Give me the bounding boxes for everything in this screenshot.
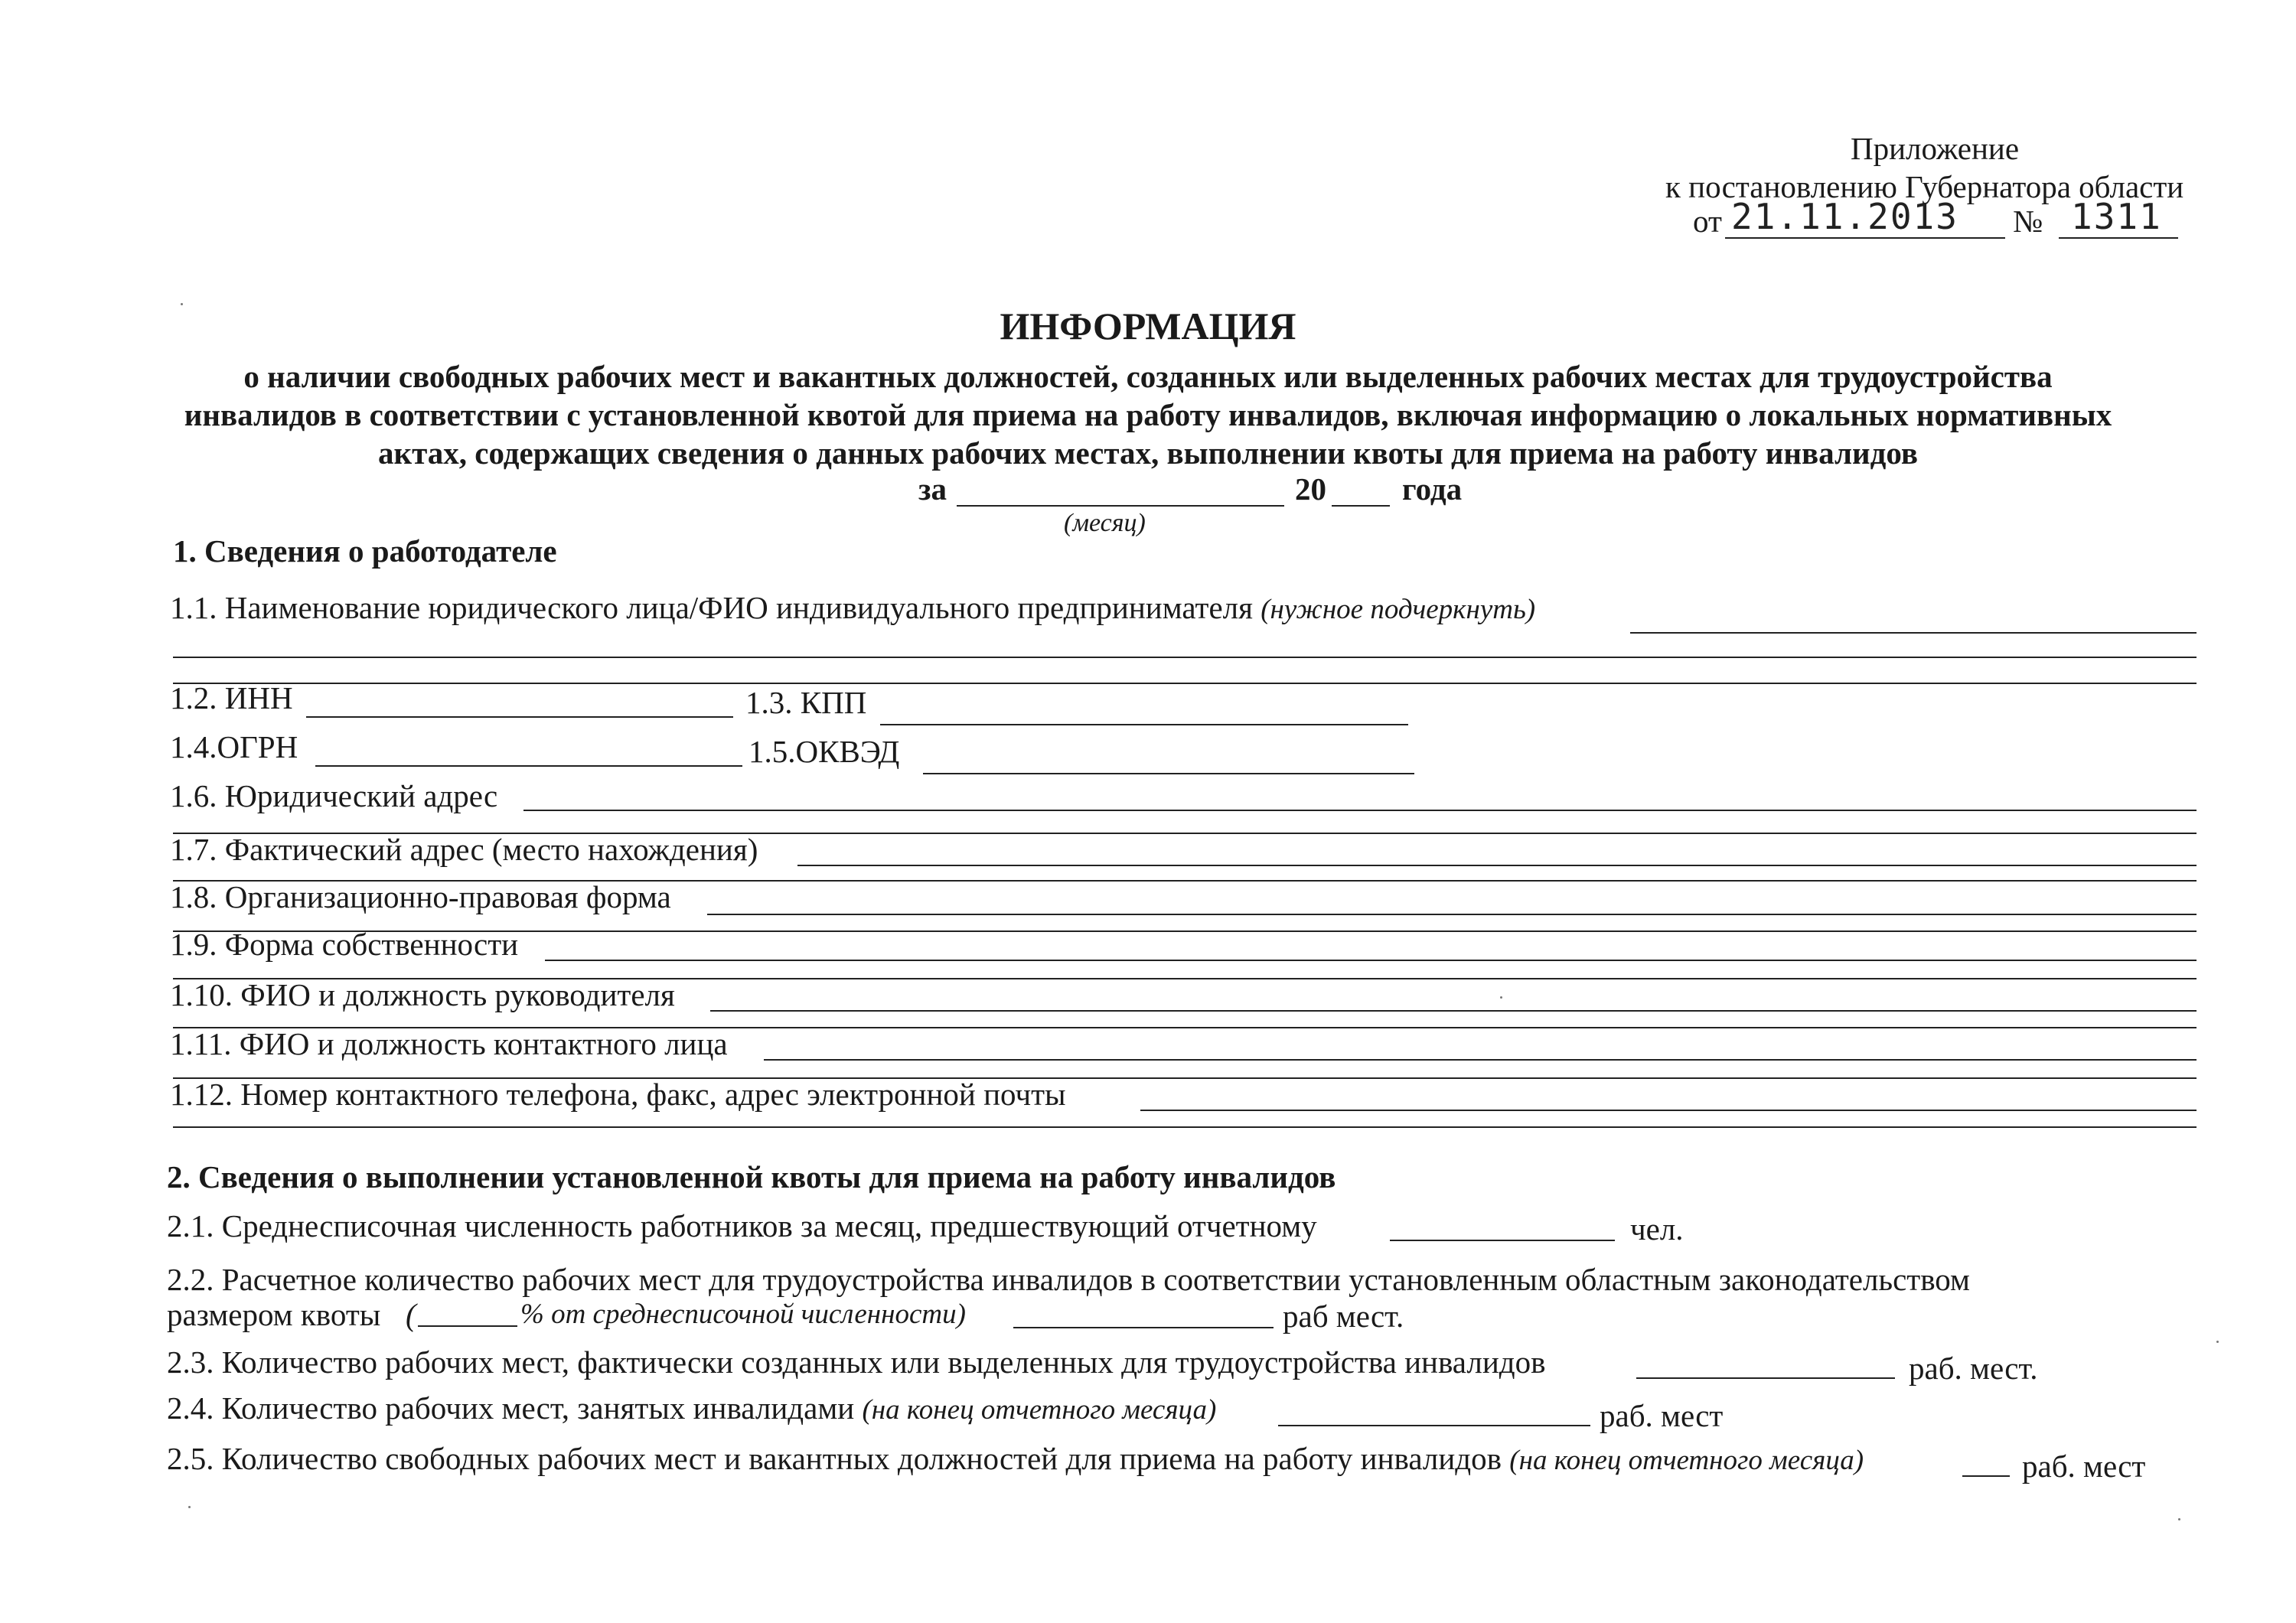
item-2-2-unit: раб мест. xyxy=(1283,1299,1404,1334)
title-line-3: актах, содержащих сведения о данных рабочих местах, выполнении квоты для приема на работу инвалидов xyxy=(377,435,1919,471)
item-1-4-label: 1.4.ОГРН xyxy=(170,729,298,764)
item-2-2-open-paren: ( xyxy=(406,1297,416,1332)
item-1-10-label: 1.10. ФИО и должность руководителя xyxy=(170,977,675,1012)
item-1-4-field[interactable] xyxy=(315,765,742,767)
item-1-2-label: 1.2. ИНН xyxy=(170,680,293,715)
item-1-7-field[interactable] xyxy=(797,865,2197,866)
item-1-2-field[interactable] xyxy=(306,716,733,718)
period-year-line xyxy=(1332,505,1390,507)
item-2-4-text: 2.4. Количество рабочих мест, занятых инвалидами xyxy=(167,1390,855,1426)
item-2-2-line-1: 2.2. Расчетное количество рабочих мест для трудоустройства инвалидов в соответствии установленным областным законодательством xyxy=(167,1262,1970,1297)
decree-from-label: от xyxy=(1693,204,1722,239)
item-1-1-field-cont-2[interactable] xyxy=(173,683,2197,684)
item-1-9-label: 1.9. Форма собственности xyxy=(170,927,519,962)
item-2-4-label xyxy=(167,1390,1216,1429)
item-1-11-label: 1.11. ФИО и должность контактного лица xyxy=(170,1026,728,1061)
section-1-heading: 1. Сведения о работодателе xyxy=(173,533,557,569)
item-2-1-field[interactable] xyxy=(1390,1240,1615,1241)
item-1-1-field[interactable] xyxy=(1630,632,2197,634)
item-1-12-field[interactable] xyxy=(1140,1110,2197,1111)
item-1-12-field-cont[interactable] xyxy=(173,1126,2197,1128)
item-1-8-label: 1.8. Организационно-правовая форма xyxy=(170,879,671,914)
item-1-5-label: 1.5.ОКВЭД xyxy=(748,734,900,769)
item-1-9-field[interactable] xyxy=(545,960,2197,961)
item-2-2-prefix: размером квоты xyxy=(167,1297,381,1332)
scan-speck xyxy=(181,303,183,305)
item-2-1-label: 2.1. Среднесписочная численность работников за месяц, предшествующий отчетному xyxy=(167,1208,1317,1243)
title-line-2: инвалидов в соответствии с установленной квотой для приема на работу инвалидов, включая информацию о локальных нормативных xyxy=(184,397,2112,432)
decree-number: 1311 xyxy=(2071,196,2162,237)
item-2-3-field[interactable] xyxy=(1636,1377,1895,1379)
decree-label: к постановлению Губернатора области xyxy=(1665,169,2184,204)
item-1-3-label: 1.3. КПП xyxy=(745,685,867,720)
item-1-1-label xyxy=(170,589,1535,628)
decree-date: 21.11.2013 xyxy=(1731,196,1958,237)
scan-speck xyxy=(2178,1518,2180,1520)
item-2-1-unit: чел. xyxy=(1630,1211,1684,1247)
decree-number-sign: № xyxy=(2013,204,2043,239)
item-1-1-field-cont-1[interactable] xyxy=(173,657,2197,658)
item-2-2-field[interactable] xyxy=(1013,1327,1274,1328)
item-2-5-unit: раб. мест xyxy=(2022,1449,2146,1484)
decree-number-line xyxy=(2059,237,2178,239)
scan-speck xyxy=(188,1506,191,1508)
item-2-4-note: (на конец отчетного месяца) xyxy=(862,1394,1217,1426)
item-2-5-note: (на конец отчетного месяца) xyxy=(1509,1445,1864,1476)
item-1-3-field[interactable] xyxy=(880,724,1408,725)
scan-speck xyxy=(2216,1341,2219,1343)
period-month-line xyxy=(957,505,1284,507)
document-title: ИНФОРМАЦИЯ xyxy=(1000,305,1296,347)
item-1-5-field[interactable] xyxy=(923,773,1414,774)
item-2-4-unit: раб. мест xyxy=(1600,1398,1724,1433)
item-1-6-label: 1.6. Юридический адрес xyxy=(170,778,498,813)
item-1-1-text: 1.1. Наименование юридического лица/ФИО индивидуального предпринимателя xyxy=(170,590,1253,625)
appendix-label: Приложение xyxy=(1851,131,2020,166)
section-2-heading: 2. Сведения о выполнении установленной квоты для приема на работу инвалидов xyxy=(167,1159,1336,1194)
item-1-6-field[interactable] xyxy=(523,810,2197,811)
item-2-5-field[interactable] xyxy=(1962,1475,2010,1477)
item-2-3-label: 2.3. Количество рабочих мест, фактически созданных или выделенных для трудоустройства инвалидов xyxy=(167,1344,1546,1380)
item-2-2-note: % от среднесписочной численности) xyxy=(520,1299,966,1330)
period-year-prefix: 20 xyxy=(1295,471,1326,507)
item-1-11-field[interactable] xyxy=(764,1059,2197,1061)
decree-date-line xyxy=(1725,237,2005,239)
item-2-3-unit: раб. мест. xyxy=(1909,1351,2038,1386)
period-year-suffix: года xyxy=(1402,471,1463,507)
scan-speck xyxy=(1500,996,1502,999)
item-2-2-percent-field[interactable] xyxy=(418,1325,517,1327)
item-2-4-field[interactable] xyxy=(1278,1425,1590,1426)
item-1-10-field[interactable] xyxy=(710,1010,2197,1012)
title-line-1: о наличии свободных рабочих мест и вакантных должностей, созданных или выделенных рабочих местах для трудоустройства xyxy=(243,359,2053,394)
item-2-5-text: 2.5. Количество свободных рабочих мест и вакантных должностей для приема на работу инвалидов xyxy=(167,1441,1502,1476)
item-1-12-label: 1.12. Номер контактного телефона, факс, адрес электронной почты xyxy=(170,1077,1066,1112)
item-2-5-label xyxy=(167,1440,1864,1479)
period-for-label: за xyxy=(918,471,947,507)
period-month-caption: (месяц) xyxy=(1064,509,1146,537)
item-1-8-field[interactable] xyxy=(707,914,2197,915)
item-1-1-note: (нужное подчеркнуть) xyxy=(1261,594,1536,625)
item-1-7-label: 1.7. Фактический адрес (место нахождения) xyxy=(170,832,758,867)
